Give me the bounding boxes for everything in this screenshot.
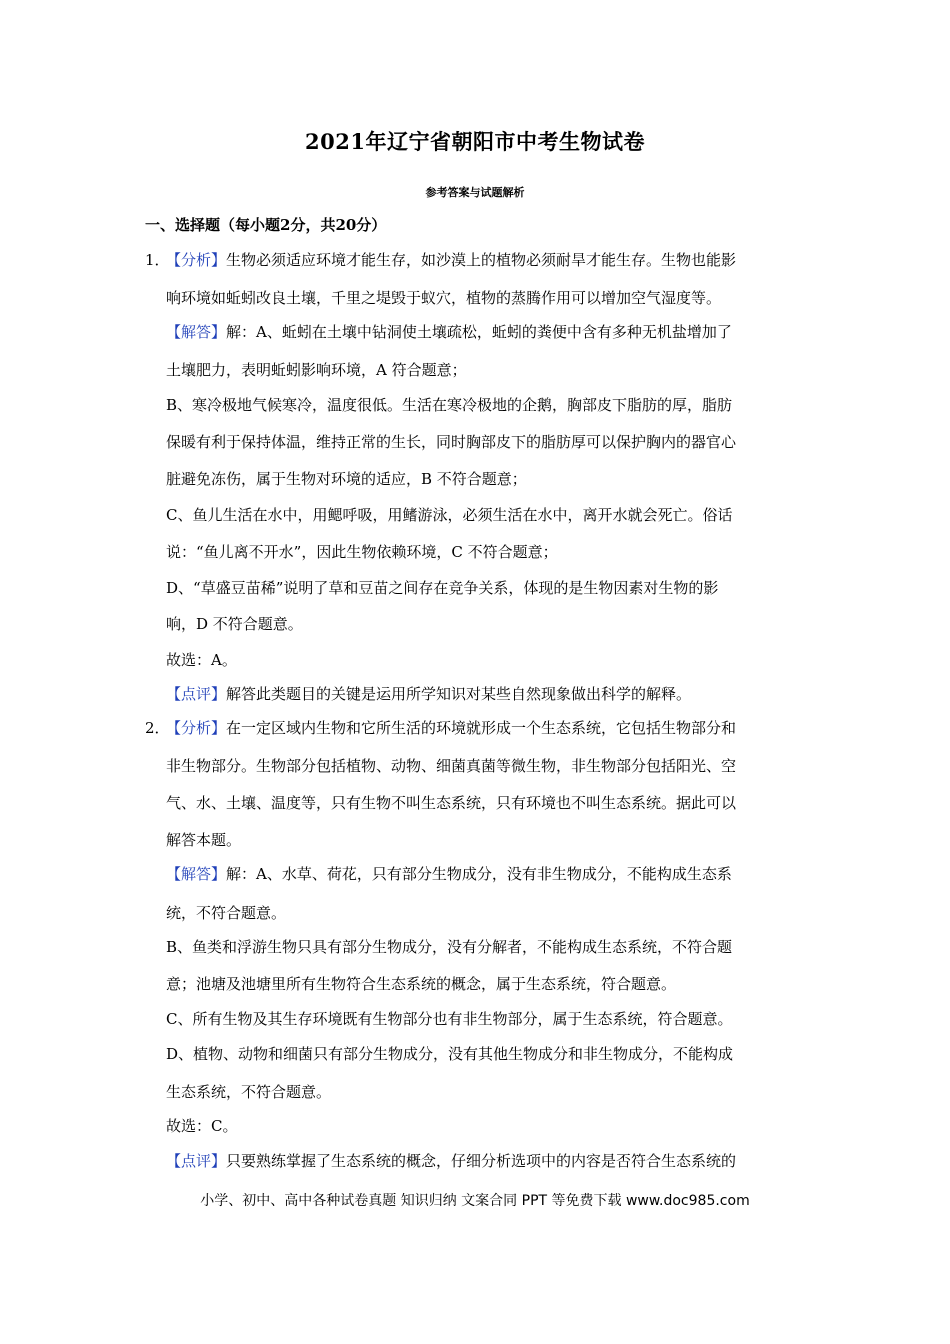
q2-choice: 故选：C。 (166, 1117, 238, 1135)
q2-option-d-line: 生态系统，不符合题意。 (166, 1083, 332, 1101)
q1-comment-text: 解答此类题目的关键是运用所学知识对某些自然现象做出科学的解释。 (226, 685, 692, 703)
q1-analysis-line: 响环境如蚯蚓改良土壤，千里之堤毁于蚁穴，植物的蒸腾作用可以增加空气湿度等。 (166, 289, 722, 307)
q2-answer-line: 统，不符合题意。 (166, 904, 287, 922)
page-title: 2021年辽宁省朝阳市中考生物试卷 (305, 129, 645, 154)
q2-analysis-line: 气、水、土壤、温度等，只有生物不叫生态系统，只有环境也不叫生态系统。据此可以 (166, 794, 737, 812)
q2-analysis-line: 非生物部分。生物部分包括植物、动物、细菌真菌等微生物，非生物部分包括阳光、空 (166, 757, 737, 775)
q1-answer-text: 解：A、蚯蚓在土壤中钻洞使土壤疏松，蚯蚓的粪便中含有多种无机盐增加了 (226, 323, 732, 341)
q1-choice: 故选：A。 (166, 651, 237, 669)
q2-option-d-line: D、植物、动物和细菌只有部分生物成分，没有其他生物成分和非生物成分，不能构成 (166, 1045, 734, 1063)
q1-option-b-line: B、寒冷极地气候寒冷，温度很低。生活在寒冷极地的企鹅，胸部皮下脂肪的厚，脂肪 (166, 396, 733, 414)
q1-option-d-line: D、“草盛豆苗稀”说明了草和豆苗之间存在竞争关系，体现的是生物因素对生物的影 (166, 579, 719, 597)
q1-answer-line: 土壤肥力，表明蚯蚓影响环境，A 符合题意； (166, 361, 467, 379)
q2-analysis-text: 在一定区域内生物和它所生活的环境就形成一个生态系统，它包括生物部分和 (226, 719, 737, 737)
q1-answer-line (166, 322, 806, 342)
q1-analysis-line (166, 250, 806, 270)
q1-option-b-line: 脏避免冻伤，属于生物对环境的适应，B 不符合题意； (166, 470, 527, 488)
q1-analysis-text: 生物必须适应环境才能生存，如沙漠上的植物必须耐旱才能生存。生物也能影 (226, 251, 737, 269)
question-number-1: 1． (145, 251, 170, 269)
answer-tag: 【解答】 (166, 865, 227, 883)
q2-answer-line (166, 864, 806, 884)
q2-option-b-line: B、鱼类和浮游生物只具有部分生物成分，没有分解者，不能构成生态系统，不符合题 (166, 938, 733, 956)
q1-option-b-line: 保暖有利于保持体温，维持正常的生长，同时胸部皮下的脂肪厚可以保护胸内的器官心 (166, 433, 737, 451)
q2-comment-line (166, 1151, 806, 1171)
q2-option-b-line: 意；池塘及池塘里所有生物符合生态系统的概念，属于生态系统，符合题意。 (166, 975, 677, 993)
q2-comment-text: 只要熟练掌握了生态系统的概念，仔细分析选项中的内容是否符合生态系统的 (226, 1152, 737, 1170)
comment-tag: 【点评】 (166, 1152, 227, 1170)
analysis-tag: 【分析】 (166, 251, 227, 269)
q2-answer-text: 解：A、水草、荷花，只有部分生物成分，没有非生物成分，不能构成生态系 (226, 865, 732, 883)
q2-analysis-line: 解答本题。 (166, 831, 242, 849)
section-heading: 一、选择题（每小题2分，共20分） (145, 216, 387, 234)
analysis-tag: 【分析】 (166, 719, 227, 737)
q1-option-d-line: 响，D 不符合题意。 (166, 615, 303, 633)
question-number-2: 2． (145, 719, 170, 737)
q1-option-c-line: 说：“鱼儿离不开水”，因此生物依赖环境，C 不符合题意； (166, 543, 558, 561)
answer-tag: 【解答】 (166, 323, 227, 341)
q2-analysis-line (166, 718, 806, 738)
page-footer: 小学、初中、高中各种试卷真题 知识归纳 文案合同 PPT 等免费下载 www.doc985.com (200, 1193, 750, 1209)
page-subtitle: 参考答案与试题解析 (425, 186, 525, 199)
q2-option-c-line: C、所有生物及其生存环境既有生物部分也有非生物部分，属于生态系统，符合题意。 (166, 1010, 733, 1028)
q1-option-c-line: C、鱼儿生活在水中，用鳃呼吸，用鳍游泳，必须生活在水中，离开水就会死亡。俗话 (166, 506, 733, 524)
comment-tag: 【点评】 (166, 685, 227, 703)
q1-comment-line (166, 684, 806, 704)
